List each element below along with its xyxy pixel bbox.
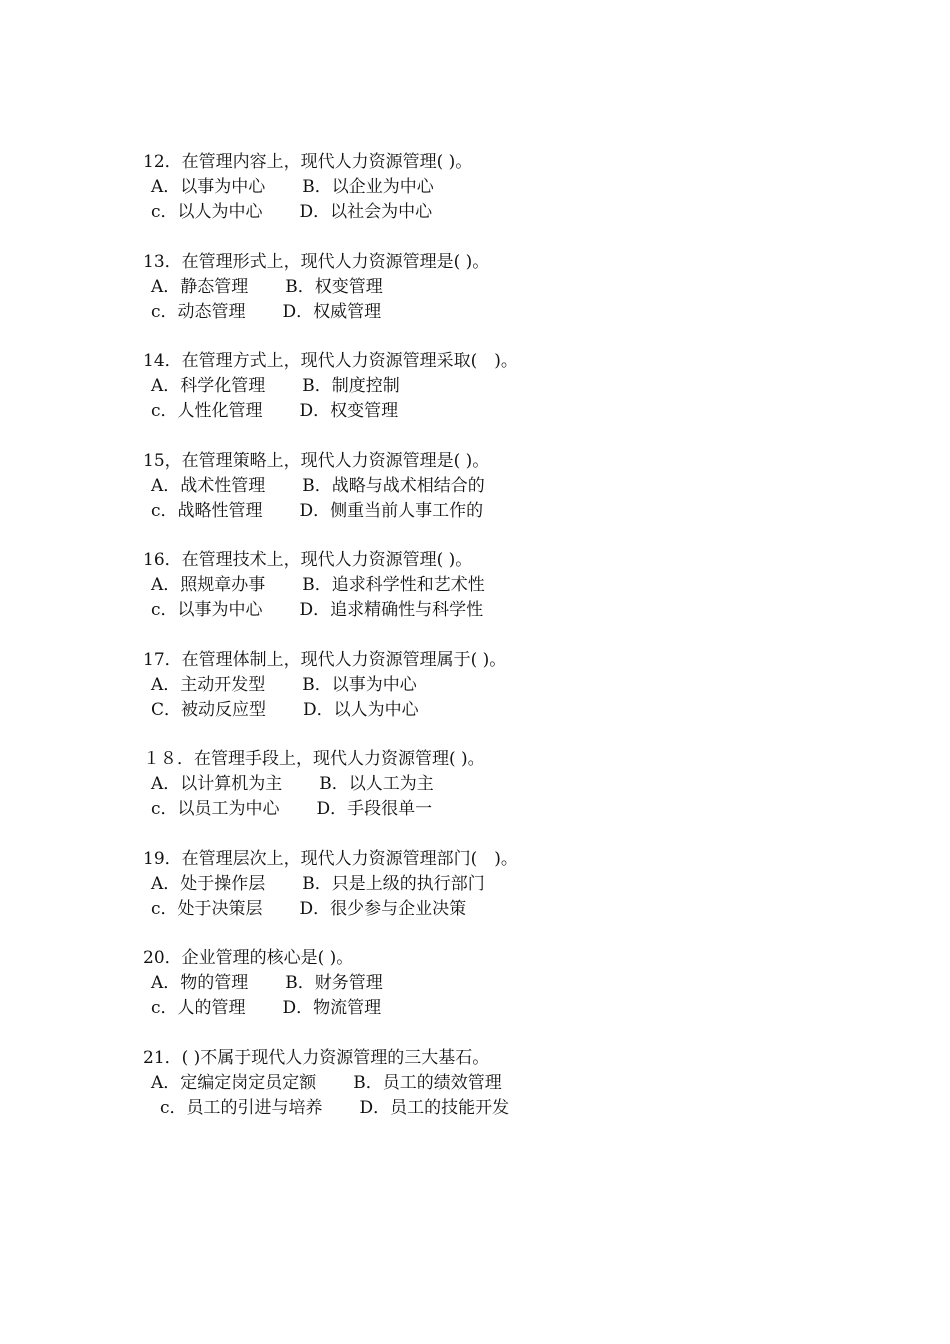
options-row-1: [151, 772, 434, 797]
option-b: B．制度控制: [302, 376, 400, 396]
option-c: c．以员工为中心: [151, 799, 280, 819]
option-b: B．以企业为中心: [302, 177, 434, 197]
question-stem: 20．企业管理的核心是( )。: [143, 948, 354, 968]
options-row-1: [151, 673, 417, 698]
options-row-2: [151, 499, 483, 524]
question-stem: 17．在管理体制上，现代人力资源管理属于( )。: [143, 650, 507, 670]
option-b: B．财务管理: [285, 973, 383, 993]
option-c: c．战略性管理: [151, 501, 263, 521]
option-c: c．处于决策层: [151, 899, 263, 919]
option-d: D．手段很单一: [316, 799, 433, 819]
option-a: A．定编定岗定员定额: [151, 1073, 317, 1093]
question-stem: 13．在管理形式上，现代人力资源管理是( )。: [143, 252, 490, 272]
option-a: A．科学化管理: [151, 376, 266, 396]
options-row-1: [151, 573, 485, 598]
option-a: A．战术性管理: [151, 476, 266, 496]
options-row-2: [151, 797, 432, 822]
options-row-2: [160, 1096, 509, 1121]
options-row-2: [151, 200, 432, 225]
option-b: B．战略与战术相结合的: [302, 476, 485, 496]
option-c: c．人的管理: [151, 998, 246, 1018]
option-b: B．以人工为主: [319, 774, 434, 794]
option-a: A．物的管理: [151, 973, 249, 993]
options-row-1: [151, 175, 434, 200]
option-c: c．人性化管理: [151, 401, 263, 421]
option-d: D．员工的技能开发: [359, 1098, 510, 1118]
options-row-2: [151, 399, 398, 424]
question-stem: １８．在管理手段上，现代人力资源管理( )。: [143, 749, 485, 769]
options-row-2: [151, 897, 466, 922]
options-row-2: [151, 996, 381, 1021]
option-d: D．以人为中心: [303, 700, 419, 720]
question-stem: 19．在管理层次上，现代人力资源管理部门( )。: [143, 849, 518, 869]
option-a: A．以计算机为主: [151, 774, 283, 794]
options-row-1: [151, 971, 383, 996]
option-a: A．以事为中心: [151, 177, 266, 197]
option-d: D．追求精确性与科学性: [299, 600, 484, 620]
options-row-2: [151, 300, 381, 325]
option-b: B．只是上级的执行部门: [302, 874, 485, 894]
option-b: B．员工的绩效管理: [353, 1073, 502, 1093]
option-b: B．追求科学性和艺术性: [302, 575, 485, 595]
option-d: D．以社会为中心: [299, 202, 433, 222]
option-a: A．照规章办事: [151, 575, 266, 595]
question-stem: 14．在管理方式上，现代人力资源管理采取( )。: [143, 351, 518, 371]
option-d: D．权威管理: [282, 302, 382, 322]
option-b: B．以事为中心: [302, 675, 417, 695]
option-c: c．动态管理: [151, 302, 246, 322]
question-stem: 21．( )不属于现代人力资源管理的三大基石。: [143, 1048, 490, 1068]
option-d: D．很少参与企业决策: [299, 899, 467, 919]
option-d: D．侧重当前人事工作的: [299, 501, 484, 521]
options-row-2: [151, 698, 419, 723]
option-c: c．以事为中心: [151, 600, 263, 620]
options-row-1: [151, 1071, 502, 1096]
question-stem: 16．在管理技术上，现代人力资源管理( )。: [143, 550, 473, 570]
option-a: A．静态管理: [151, 277, 249, 297]
option-c: c．员工的引进与培养: [160, 1098, 323, 1118]
option-a: A．主动开发型: [151, 675, 266, 695]
question-stem: 15，在管理策略上，现代人力资源管理是( )。: [143, 451, 490, 471]
option-d: D．物流管理: [282, 998, 382, 1018]
options-row-1: [151, 275, 383, 300]
question-stem: 12．在管理内容上，现代人力资源管理( )。: [143, 152, 473, 172]
option-b: B．权变管理: [285, 277, 383, 297]
options-row-1: [151, 872, 485, 897]
option-c: C．被动反应型: [151, 700, 267, 720]
options-row-1: [151, 474, 485, 499]
option-a: A．处于操作层: [151, 874, 266, 894]
option-c: c．以人为中心: [151, 202, 263, 222]
option-d: D．权变管理: [299, 401, 399, 421]
options-row-2: [151, 598, 483, 623]
options-row-1: [151, 374, 400, 399]
